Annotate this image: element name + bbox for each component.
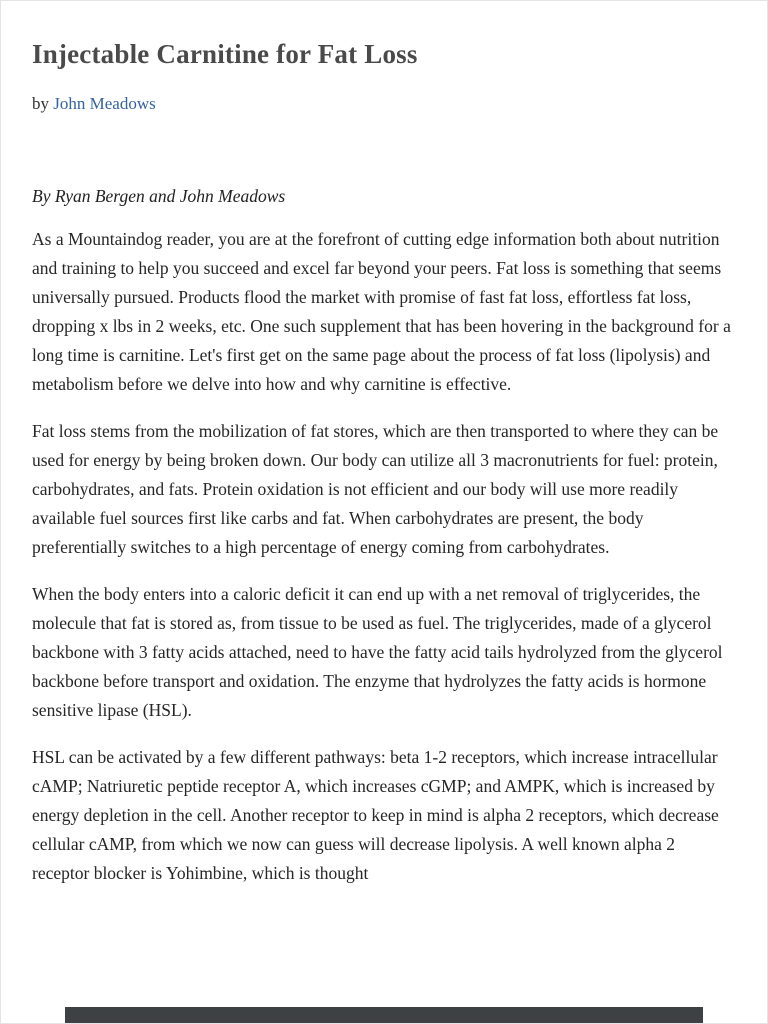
next-page-edge: [65, 1007, 703, 1023]
byline: [32, 94, 736, 114]
byline-prefix: by: [32, 94, 54, 114]
document-page: [1, 1, 767, 888]
paragraph: Fat loss stems from the mobilization of fat stores, which are then transported to where they can be used for energy by being broken down. Our body can utilize all 3 macronutrients for fuel: protein, carbohydrates, and fats. Protein oxidation is not efficient and our body will use more readily available fuel sources first like carbs and fat. When carbohydrates are present, the body preferentially switches to a high percentage of energy coming from carbohydrates.: [32, 421, 719, 558]
paragraph: When the body enters into a caloric deficit it can end up with a net removal of triglycerides, the molecule that fat is stored as, from tissue to be used as fuel. The triglycerides, made of a glycerol backbone with 3 fatty acids attached, need to have the fatty acid tails hydrolyzed from the glycerol backbone before transport and oxidation. The enzyme that hydrolyzes the fatty acids is hormone sensitive lipase (HSL).: [32, 584, 723, 721]
paragraph: HSL can be activated by a few different pathways: beta 1-2 receptors, which increase intracellular cAMP; Natriuretic peptide receptor A, which increases cGMP; and AMPK, which is increased by energy depletion in the cell. Another receptor to keep in mind is alpha 2 receptors, which decrease cellular cAMP, from which we now can guess will decrease lipolysis. A well known alpha 2 receptor blocker is Yohimbine, which is thought: [32, 747, 719, 884]
author-link[interactable]: John Meadows: [53, 94, 156, 114]
paragraph: As a Mountaindog reader, you are at the forefront of cutting edge information both about nutrition and training to help you succeed and excel far beyond your peers. Fat loss is something that seems universally pursued. Products flood the market with promise of fast fat loss, effortless fat loss, dropping x lbs in 2 weeks, etc. One such supplement that has been hovering in the background for a long time is carnitine. Let's first get on the same page about the process of fat loss (lipolysis) and metabolism before we delve into how and why carnitine is effective.: [32, 229, 731, 395]
article-title: Injectable Carnitine for Fat Loss: [32, 39, 418, 69]
coauthor-byline: By Ryan Bergen and John Meadows: [32, 186, 286, 207]
